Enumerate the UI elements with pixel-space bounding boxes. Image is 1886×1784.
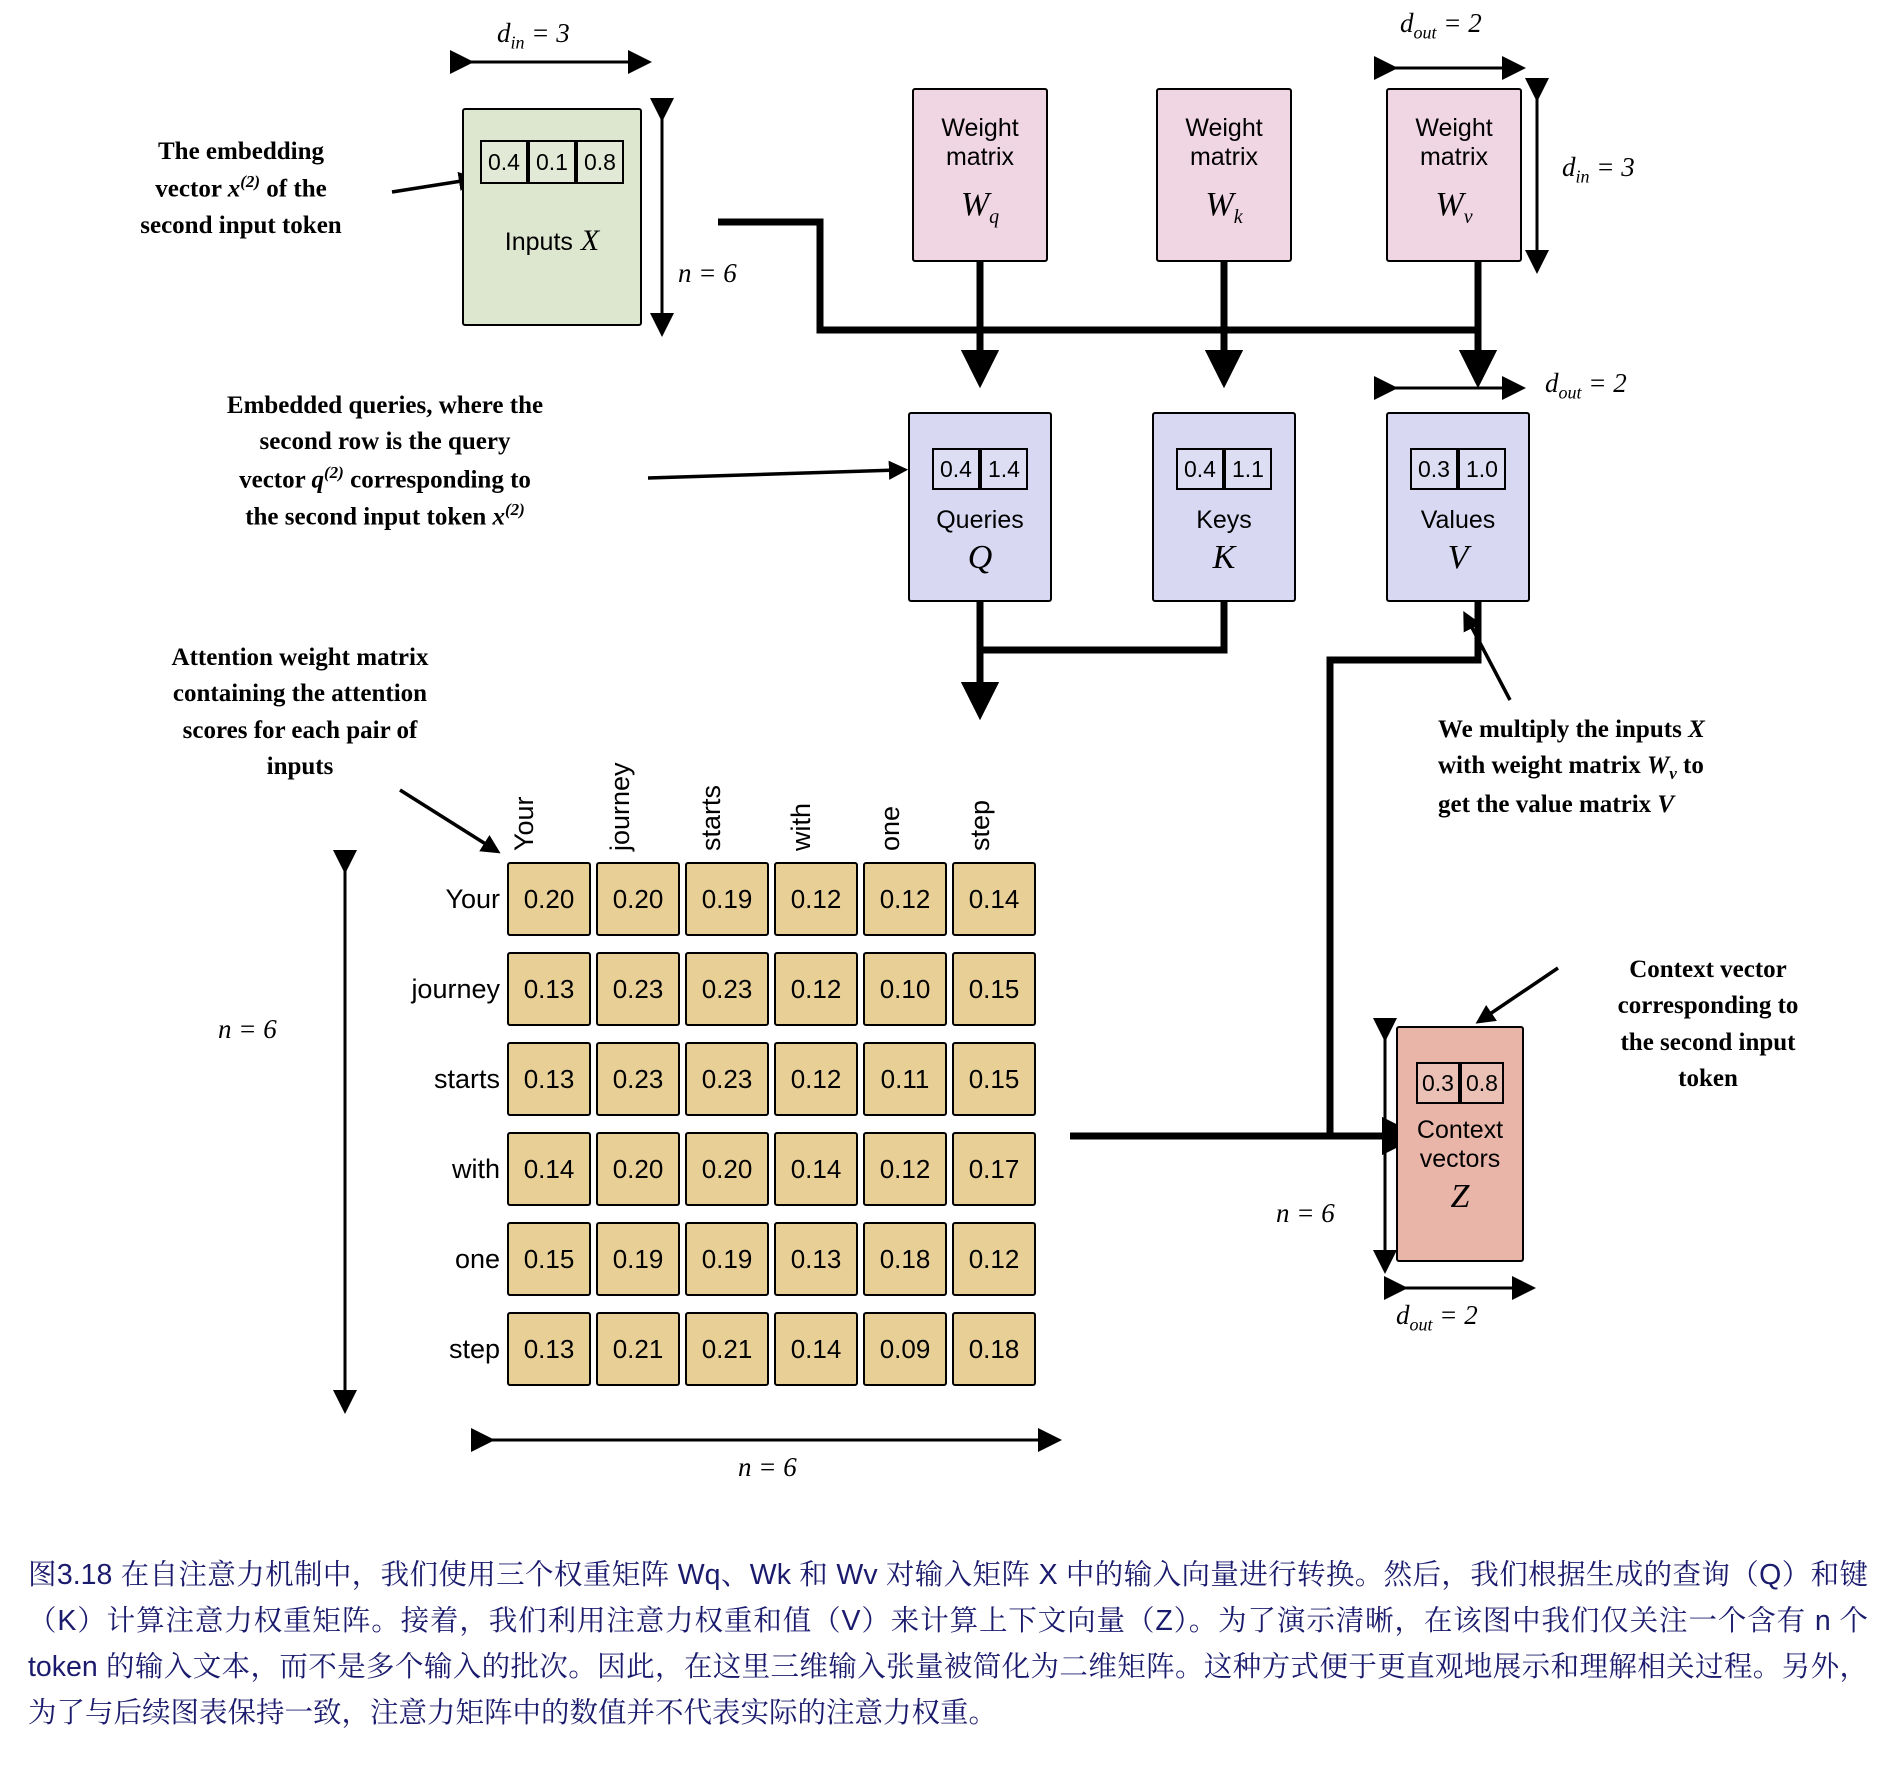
inputs-symbol: X [580,224,600,257]
dim-label-n-cols-attn: n = 6 [738,1452,797,1482]
annotation-multiply: We multiply the inputs X with weight matrix $W_v$ to get the value matrix V [1438,716,1705,818]
attention-cell: 0.23 [596,1042,680,1116]
attention-cell: 0.13 [507,1312,591,1386]
attention-cell: 0.12 [774,952,858,1026]
context-symbol: Z [1450,1177,1470,1215]
attention-cell: 0.12 [774,862,858,936]
attention-col-label: step [965,799,995,851]
keys-cell: 0.4 [1176,448,1224,490]
dim-label-d-out-qkv: $d_{out} = 2$ [1545,368,1627,403]
annotation-queries: Embedded queries, where the second row is the query vector $q^{(2)}$ corresponding to the second input token $x^{(2)}$ [226,392,544,531]
context-title-line2: vectors [1419,1144,1501,1173]
attention-col-label: starts [696,784,726,851]
weight-symbol-sub: q [989,205,1000,228]
attention-cell: 0.21 [685,1312,769,1386]
attention-cell: 0.12 [774,1042,858,1116]
attention-cell: 0.23 [685,952,769,1026]
attention-cell: 0.09 [863,1312,947,1386]
dim-label-n-inputs: n = 6 [678,258,737,288]
values-cell: 0.3 [1410,448,1458,490]
attention-cell: 0.12 [863,862,947,936]
attention-cell: 0.10 [863,952,947,1026]
attention-cell: 0.12 [863,1132,947,1206]
attention-cell: 0.15 [507,1222,591,1296]
weight-title [941,114,1018,172]
annotation-context: Context vector corresponding to the second input token [1617,956,1799,1092]
attention-cell: 0.14 [774,1132,858,1206]
weight-symbol-letter: W [1435,185,1464,223]
weight-matrix-wk [1156,88,1292,262]
weight-symbol-wk [1205,186,1242,229]
attention-cell: 0.14 [952,862,1036,936]
attention-cell: 0.18 [952,1312,1036,1386]
attention-cell: 0.11 [863,1042,947,1116]
attention-cell: 0.17 [952,1132,1036,1206]
weight-title-line1: Weight [941,114,1019,142]
attention-cell: 0.19 [596,1222,680,1296]
attention-col-label: Your [509,796,539,851]
weight-title [1415,114,1492,172]
keys-title: Keys [1196,506,1252,534]
values-matrix [1386,412,1530,602]
attention-weight-matrix [507,862,1052,1386]
weight-symbol-wv [1435,186,1472,229]
attention-cell: 0.19 [685,1222,769,1296]
values-symbol: V [1447,538,1469,576]
queries-symbol: Q [967,538,993,576]
attention-col-label: one [875,805,905,851]
weight-title-line2: matrix [1419,142,1489,171]
attention-row-label: step [448,1334,500,1364]
context-cell: 0.8 [1460,1062,1504,1104]
weight-title-line1: Weight [1185,114,1263,142]
attention-cell: 0.15 [952,1042,1036,1116]
weight-symbol-sub: v [1463,205,1473,228]
dim-label-d-out-context: $d_{out} = 2$ [1396,1300,1478,1335]
weight-symbol-letter: W [960,185,990,223]
attention-cell: 0.20 [685,1132,769,1206]
annotation-embedding: The embedding vector $x^{(2)}$ of the second input token [140,138,342,239]
attention-col-label: with [786,802,816,851]
inputs-matrix [462,108,642,326]
context-title [1417,1116,1503,1174]
input-cell: 0.8 [576,140,624,184]
attention-cell: 0.13 [507,952,591,1026]
input-cell: 0.4 [480,140,528,184]
weight-symbol-wq [961,186,999,229]
weight-symbol-sub: k [1233,205,1243,228]
annotation-attention: Attention weight matrix containing the attention scores for each pair of inputs [171,644,429,780]
context-title-line1: Context [1416,1116,1504,1144]
attention-row-label: with [451,1154,500,1184]
queries-matrix [908,412,1052,602]
attention-cell: 0.19 [685,862,769,936]
attention-col-label: journey [605,762,635,851]
attention-cell: 0.21 [596,1312,680,1386]
dim-label-n-rows-attn: n = 6 [218,1014,277,1044]
dim-label-n-context: n = 6 [1276,1198,1335,1228]
attention-cell: 0.23 [685,1042,769,1116]
attention-row-label: Your [445,884,500,914]
weight-symbol-letter: W [1205,185,1234,223]
context-cell: 0.3 [1416,1062,1460,1104]
attention-cell: 0.20 [507,862,591,936]
dim-label-d-in-right: $d_{in} = 3$ [1562,152,1635,187]
weight-matrix-wv [1386,88,1522,262]
weight-title-line2: matrix [945,142,1015,171]
input-cell: 0.1 [528,140,576,184]
dim-label-d-in-top: $d_{in} = 3$ [497,18,570,53]
attention-cell: 0.14 [507,1132,591,1206]
keys-symbol: K [1212,538,1236,576]
keys-matrix [1152,412,1296,602]
attention-cell: 0.14 [774,1312,858,1386]
attention-cell: 0.15 [952,952,1036,1026]
attention-row-label: starts [433,1064,500,1094]
attention-cell: 0.20 [596,862,680,936]
attention-cell: 0.13 [774,1222,858,1296]
attention-row-label: journey [411,974,500,1004]
attention-cell: 0.20 [596,1132,680,1206]
dim-label-d-out-top: $d_{out} = 2$ [1400,8,1482,43]
queries-cell: 0.4 [932,448,980,490]
weight-title-line2: matrix [1189,142,1259,171]
values-cell: 1.0 [1458,448,1506,490]
attention-row-label: one [454,1244,500,1274]
values-title: Values [1420,506,1496,534]
figure-caption: 图3.18 在自注意力机制中，我们使用三个权重矩阵 Wq、Wk 和 Wv 对输入矩阵 X 中的输入向量进行转换。然后，我们根据生成的查询（Q）和键（K）计算注意力权重矩阵。接着，我们利用注意力权重和值（V）来计算上下文向量（Z）。为了演示清晰，在该图中我们仅关注一个含有 n 个 token 的输入文本，而不是多个输入的批次。因此，在这里三维输入张量被简化为二维矩阵。这种方式便于更直观地展示和理解相关过程。另外，为了与后续图表保持一致，注意力矩阵中的数值并不代表实际的注意力权重。 [28,1559,1868,1730]
context-vectors-matrix [1396,1026,1524,1262]
attention-cell: 0.12 [952,1222,1036,1296]
inputs-title: Inputs [504,228,573,256]
attention-cell: 0.23 [596,952,680,1026]
weight-matrix-wq [912,88,1048,262]
attention-row-labels [360,862,500,1386]
weight-title [1185,114,1262,172]
queries-cell: 1.4 [980,448,1028,490]
attention-cell: 0.13 [507,1042,591,1116]
attention-cell: 0.18 [863,1222,947,1296]
queries-title: Queries [936,506,1024,534]
weight-title-line1: Weight [1415,114,1493,142]
keys-cell: 1.1 [1224,448,1272,490]
